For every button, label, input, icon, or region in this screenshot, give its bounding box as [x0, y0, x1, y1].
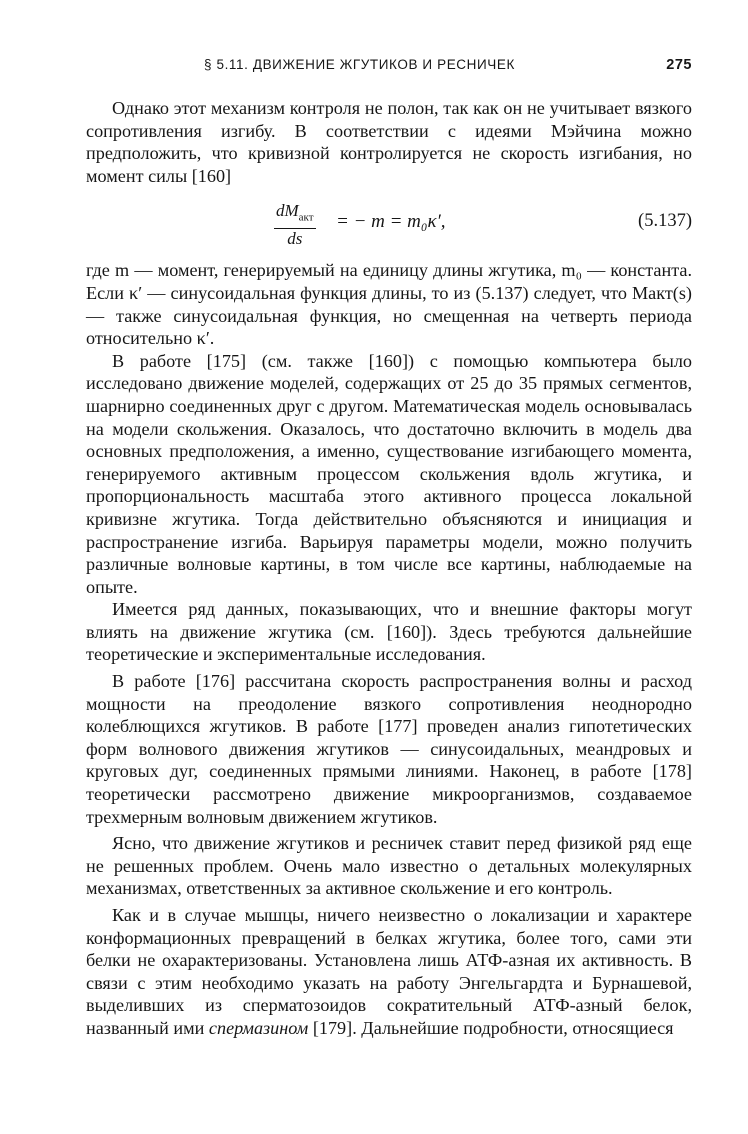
- equation-number: (5.137): [638, 211, 692, 232]
- paragraph-5: В работе [176] рассчитана скорость распространения волны и расход мощности на преодоление вязкого сопротивления неоднородно колеблющихся жгутиков. В работе [177] проведен анализ гипотетических форм волнового движения жгутиков — синусоидальных, меандровых и круговых дуг, соединенных прямыми линиями. Наконец, в работе [178] теоретически рассмотрено движение микроорганизмов, создаваемое трехмерным волновым движением жгутиков.: [86, 671, 692, 827]
- equation-5-137: [86, 191, 692, 253]
- equation-denominator: ds: [287, 228, 303, 248]
- equation-rhs: = − m = m₀κ′,: [336, 211, 446, 233]
- paragraph-3: В работе [175] (см. также [160]) с помощью компьютера было исследовано движение моделей, содержащих от 25 до 35 прямых сегментов, шарнирно соединенных друг с другом. Математическая модель основывалась на модели скольжения. Оказалось, что достаточно включить в модель два основных предположения, а именно, существование изгибающего момента, генерируемого активным процессом скольжения вдоль жгутика, и пропорциональность масштаба этого активного процесса локальной кривизне жгутика. Тогда действительно объясняются и инициация и распространение изгиба. Варьируя параметры модели, можно получить различные волновые картины, в том числе все картины, наблюдаемые на опыте.: [86, 350, 692, 597]
- paragraph-2: где m — момент, генерируемый на единицу длины жгутика, m₀ — константа. Если κ′ — синусоидальная функция длины, то из (5.137) следует, что Mакт(s) — также синусоидальная функция, но смещенная на четверть периода относительно κ′.: [86, 260, 692, 349]
- equation-fraction: [274, 201, 316, 248]
- paragraph-4: Имеется ряд данных, показывающих, что и внешние факторы могут влиять на движение жгутика (см. [160]). Здесь требуются дальнейшие теоретические и экспериментальные исследования.: [86, 599, 692, 665]
- paragraph-7-text: Как и в случае мышцы, ничего неизвестно о локализации и характере конформационных превращений в белках жгутика, более того, сами эти белки не охарактеризованы. Установлена лишь АТФ-азная их активность. В связи с этим необходимо указать на работу Энгельгардта и Бурнашевой, выделивших из сперматозоидов сократительный АТФ-азный белок, названный ими: [86, 905, 692, 1038]
- page-number: 275: [666, 57, 692, 73]
- paragraph-6: Ясно, что движение жгутиков и ресничек ставит перед физикой ряд еще не решенных проблем. Очень мало известно о детальных молекулярных механизмах, ответственных за активное скольжение и его контроль.: [86, 833, 692, 899]
- paragraph-7: [86, 904, 692, 1040]
- paragraph-7-tail: [179]. Дальнейшие подробности, относящиеся: [312, 1017, 674, 1038]
- running-header: [86, 57, 692, 79]
- paragraph-7-italic-term: спермазином: [208, 1017, 309, 1038]
- page-body: [86, 97, 692, 1040]
- paragraph-1: Однако этот механизм контроля не полон, так как он не учитывает вязкого сопротивления изгибу. В соответствии с идеями Мэйчина можно предположить, что кривизной контролируется не скорость изгибания, но момент силы [160]: [86, 98, 692, 186]
- section-title: § 5.11. ДВИЖЕНИЕ ЖГУТИКОВ И РЕСНИЧЕК: [204, 57, 515, 72]
- equation-numerator: $dM_{акт}$: [274, 201, 316, 228]
